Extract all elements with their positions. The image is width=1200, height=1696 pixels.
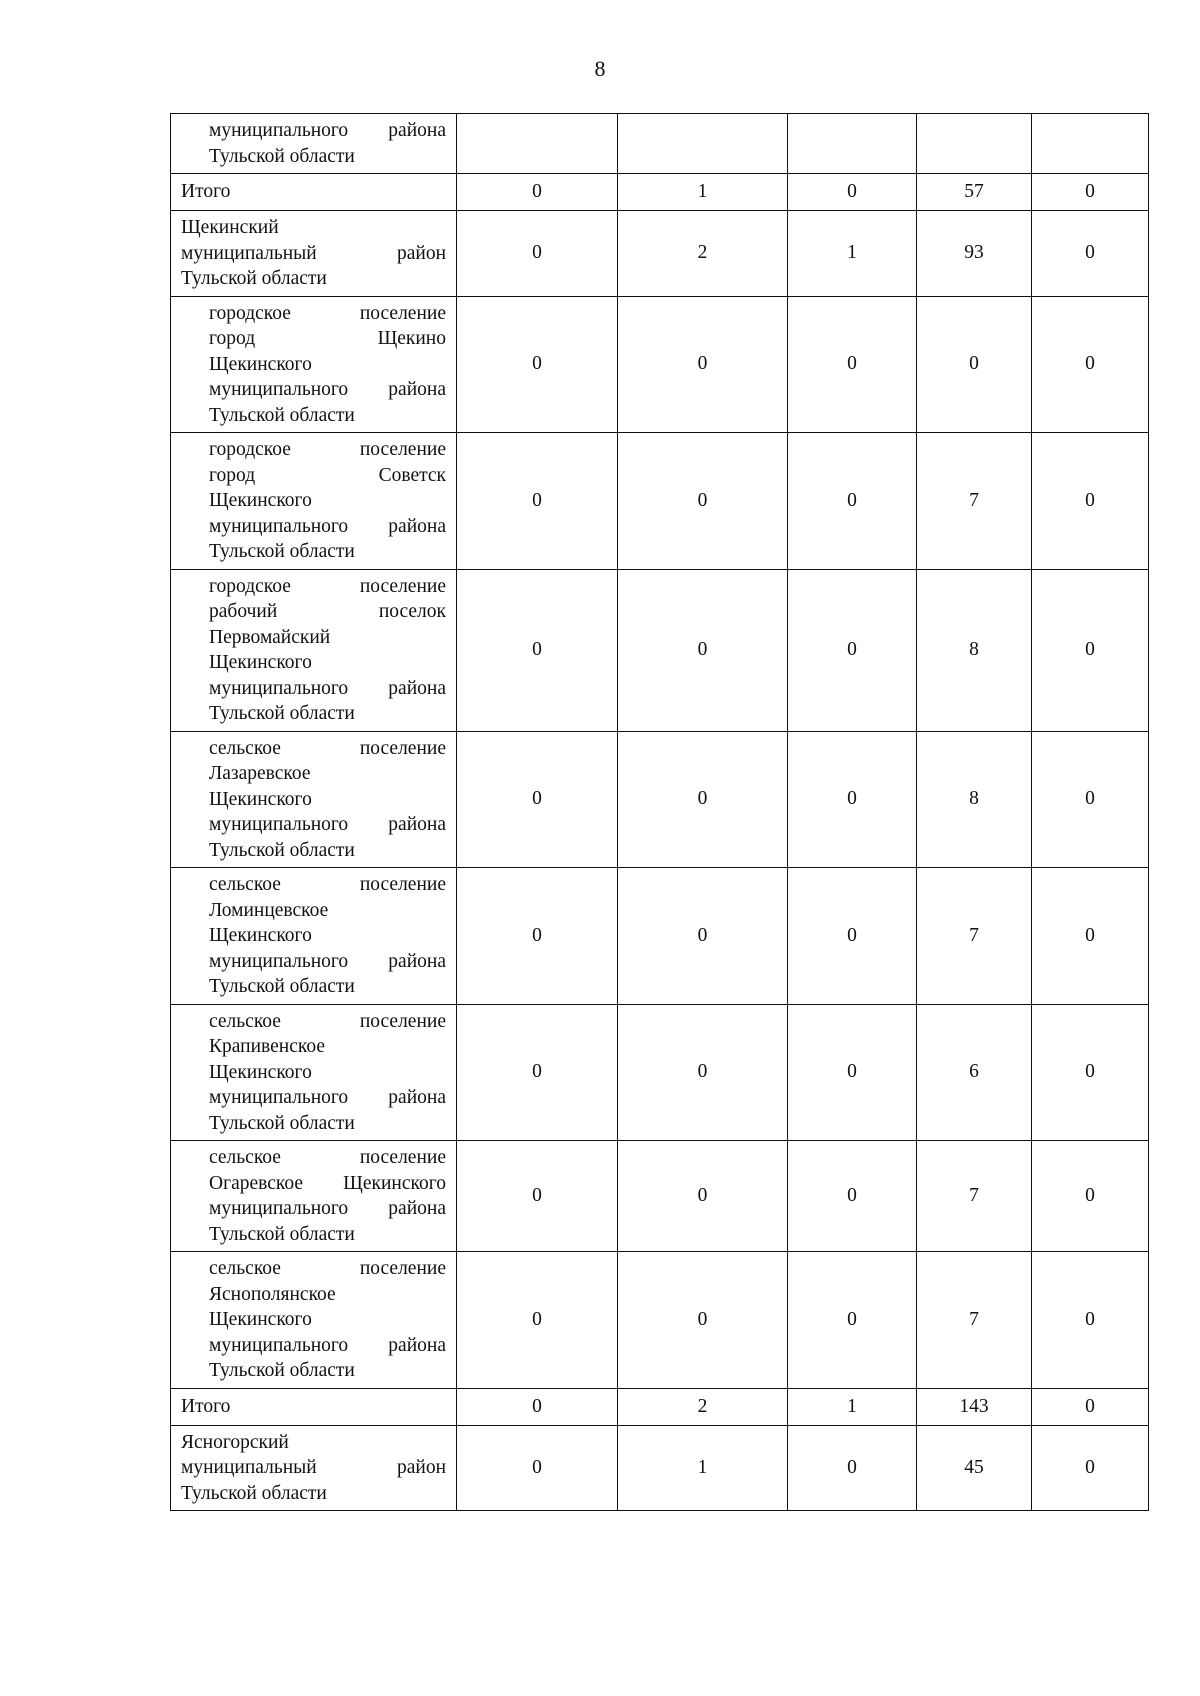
value-cell-col4: 8 [917,569,1032,731]
value-cell-col5 [1032,114,1149,174]
value-cell-col4: 7 [917,868,1032,1005]
value-cell-col5: 0 [1032,296,1149,433]
value-cell-col1: 0 [457,1425,618,1511]
value-cell-col3: 0 [788,868,917,1005]
value-cell-col2: 0 [618,1252,788,1389]
value-cell-col1: 0 [457,296,618,433]
row-name: Ясногорский муниципальный район Тульской области [181,1431,446,1504]
row-name-cell [171,433,457,570]
table-body [171,114,1149,1511]
value-cell-col2: 0 [618,569,788,731]
table-row [171,114,1149,174]
value-cell-col1 [457,114,618,174]
value-cell-col4 [917,114,1032,174]
data-table [170,113,1149,1511]
row-name-cell [171,1252,457,1389]
value-cell-col5: 0 [1032,731,1149,868]
row-name: сельское поселение Яснополянское Щекинского муниципального района Тульской области [209,1258,446,1381]
row-name-cell [171,731,457,868]
row-name: сельское поселение Ломинцевское Щекинского муниципального района Тульской области [209,874,446,997]
row-name: Щекинский муниципальный район Тульской области [181,217,446,289]
row-name: Итого [181,181,231,203]
row-name: городское поселение город Щекино Щекинского муниципального района Тульской области [209,302,446,426]
total-row [171,1388,1149,1425]
value-cell-col5: 0 [1032,569,1149,731]
table-row [171,1252,1149,1389]
value-cell-col3: 0 [788,1425,917,1511]
value-cell-col4: 93 [917,211,1032,297]
row-name-cell [171,296,457,433]
value-cell-col4: 7 [917,1141,1032,1252]
table-row [171,211,1149,297]
value-cell-col3: 0 [788,1252,917,1389]
value-cell-col2: 2 [618,211,788,297]
row-name-cell [171,868,457,1005]
table-row [171,868,1149,1005]
row-name-cell [171,1141,457,1252]
value-cell-col5: 0 [1032,211,1149,297]
value-cell-col1: 0 [457,868,618,1005]
value-cell-col1: 0 [457,433,618,570]
table-row [171,731,1149,868]
table-row [171,296,1149,433]
value-cell-col4: 45 [917,1425,1032,1511]
value-cell-col4: 0 [917,296,1032,433]
value-cell-col5: 0 [1032,868,1149,1005]
value-cell-col5: 0 [1032,1425,1149,1511]
row-name-cell [171,1425,457,1511]
value-cell-col5: 0 [1032,1388,1149,1425]
table-row [171,1004,1149,1141]
value-cell-col2: 0 [618,296,788,433]
value-cell-col1: 0 [457,211,618,297]
value-cell-col4: 6 [917,1004,1032,1141]
table-row [171,433,1149,570]
value-cell-col2 [618,114,788,174]
row-name-cell [171,569,457,731]
row-name: сельское поселение Крапивенское Щекинского муниципального района Тульской области [209,1010,446,1134]
row-name: Итого [181,1395,231,1417]
value-cell-col5: 0 [1032,1252,1149,1389]
value-cell-col3: 0 [788,569,917,731]
row-name-cell [171,1004,457,1141]
row-name-cell [171,114,457,174]
value-cell-col3: 0 [788,174,917,211]
value-cell-col5: 0 [1032,1004,1149,1141]
value-cell-col4: 57 [917,174,1032,211]
value-cell-col4: 7 [917,433,1032,570]
value-cell-col1: 0 [457,174,618,211]
value-cell-col3: 1 [788,1388,917,1425]
value-cell-col2: 1 [618,1425,788,1511]
table-row [171,569,1149,731]
value-cell-col3: 0 [788,731,917,868]
value-cell-col2: 2 [618,1388,788,1425]
value-cell-col2: 0 [618,433,788,570]
value-cell-col1: 0 [457,731,618,868]
value-cell-col3 [788,114,917,174]
row-name-cell [171,174,457,211]
value-cell-col1: 0 [457,1388,618,1425]
value-cell-col2: 0 [618,868,788,1005]
row-name-cell [171,211,457,297]
row-name-cell [171,1388,457,1425]
value-cell-col2: 1 [618,174,788,211]
value-cell-col2: 0 [618,731,788,868]
value-cell-col1: 0 [457,1004,618,1141]
value-cell-col4: 143 [917,1388,1032,1425]
row-name: муниципального района Тульской области [209,120,446,167]
page-number: 8 [594,56,606,81]
row-name: сельское поселение Огаревское Щекинского муниципального района Тульской области [209,1147,446,1245]
value-cell-col3: 0 [788,296,917,433]
value-cell-col2: 0 [618,1004,788,1141]
value-cell-col2: 0 [618,1141,788,1252]
value-cell-col5: 0 [1032,174,1149,211]
value-cell-col3: 0 [788,1004,917,1141]
value-cell-col1: 0 [457,1252,618,1389]
table-row [171,1141,1149,1252]
value-cell-col3: 1 [788,211,917,297]
row-name: сельское поселение Лазаревское Щекинского муниципального района Тульской области [209,737,446,861]
row-name: городское поселение рабочий поселок Первомайский Щекинского муниципального района Тульской области [209,575,446,724]
row-name: городское поселение город Советск Щекинского муниципального района Тульской области [209,439,446,562]
value-cell-col4: 8 [917,731,1032,868]
value-cell-col1: 0 [457,569,618,731]
table-row [171,1425,1149,1511]
total-row [171,174,1149,211]
value-cell-col3: 0 [788,433,917,570]
value-cell-col5: 0 [1032,1141,1149,1252]
value-cell-col5: 0 [1032,433,1149,570]
value-cell-col1: 0 [457,1141,618,1252]
value-cell-col3: 0 [788,1141,917,1252]
value-cell-col4: 7 [917,1252,1032,1389]
